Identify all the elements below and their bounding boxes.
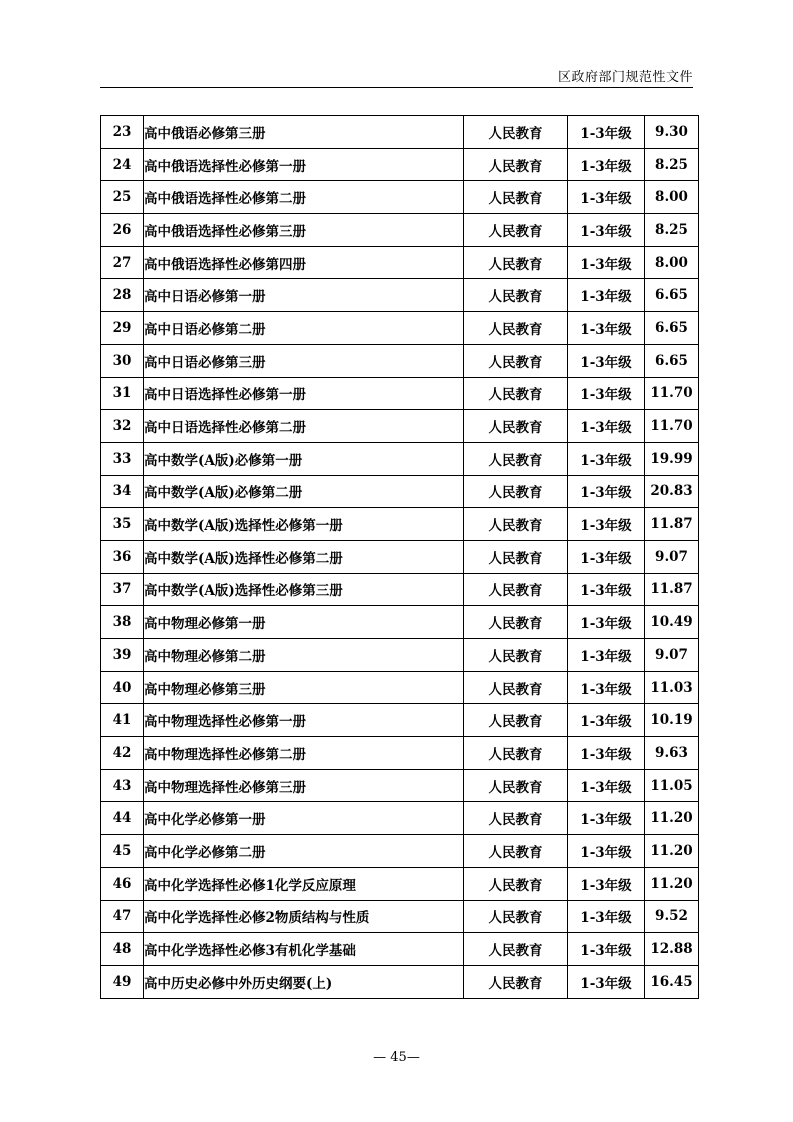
- table-row: [101, 965, 699, 998]
- publisher-cell: 人民教育: [464, 312, 568, 345]
- book-title-cell: 高中数学(A版)必修第二册: [144, 475, 464, 508]
- publisher-cell: 人民教育: [464, 900, 568, 933]
- table-row: [101, 933, 699, 966]
- row-number-cell: 40: [101, 671, 144, 704]
- publisher-cell: 人民教育: [464, 671, 568, 704]
- price-cell: 12.88: [645, 933, 699, 966]
- table-row: [101, 867, 699, 900]
- table-row: [101, 442, 699, 475]
- publisher-cell: 人民教育: [464, 246, 568, 279]
- publisher-cell: 人民教育: [464, 214, 568, 247]
- table-row: [101, 671, 699, 704]
- textbook-price-table: [100, 115, 699, 999]
- grade-range-cell: 1-3年级: [568, 181, 645, 214]
- price-cell: 6.65: [645, 344, 699, 377]
- book-title-cell: 高中物理必修第三册: [144, 671, 464, 704]
- row-number-cell: 31: [101, 377, 144, 410]
- table-row: [101, 214, 699, 247]
- grade-range-cell: 1-3年级: [568, 508, 645, 541]
- price-cell: 8.00: [645, 181, 699, 214]
- grade-range-cell: 1-3年级: [568, 900, 645, 933]
- row-number-cell: 25: [101, 181, 144, 214]
- publisher-cell: 人民教育: [464, 116, 568, 149]
- grade-range-cell: 1-3年级: [568, 148, 645, 181]
- book-title-cell: 高中数学(A版)选择性必修第三册: [144, 573, 464, 606]
- row-number-cell: 23: [101, 116, 144, 149]
- book-title-cell: 高中数学(A版)选择性必修第二册: [144, 540, 464, 573]
- row-number-cell: 39: [101, 639, 144, 672]
- row-number-cell: 32: [101, 410, 144, 443]
- row-number-cell: 46: [101, 867, 144, 900]
- price-cell: 9.07: [645, 540, 699, 573]
- row-number-cell: 28: [101, 279, 144, 312]
- price-cell: 9.52: [645, 900, 699, 933]
- row-number-cell: 47: [101, 900, 144, 933]
- book-title-cell: 高中俄语必修第三册: [144, 116, 464, 149]
- table-row: [101, 606, 699, 639]
- price-cell: 8.25: [645, 214, 699, 247]
- table-body: [101, 116, 699, 999]
- row-number-cell: 38: [101, 606, 144, 639]
- price-cell: 6.65: [645, 312, 699, 345]
- grade-range-cell: 1-3年级: [568, 573, 645, 606]
- table-row: [101, 769, 699, 802]
- book-title-cell: 高中化学选择性必修3有机化学基础: [144, 933, 464, 966]
- publisher-cell: 人民教育: [464, 508, 568, 541]
- book-title-cell: 高中化学必修第一册: [144, 802, 464, 835]
- price-cell: 9.63: [645, 737, 699, 770]
- row-number-cell: 36: [101, 540, 144, 573]
- publisher-cell: 人民教育: [464, 377, 568, 410]
- book-title-cell: 高中日语必修第二册: [144, 312, 464, 345]
- row-number-cell: 30: [101, 344, 144, 377]
- row-number-cell: 27: [101, 246, 144, 279]
- price-cell: 8.00: [645, 246, 699, 279]
- row-number-cell: 42: [101, 737, 144, 770]
- grade-range-cell: 1-3年级: [568, 540, 645, 573]
- book-title-cell: 高中俄语选择性必修第三册: [144, 214, 464, 247]
- table-row: [101, 508, 699, 541]
- table-row: [101, 344, 699, 377]
- publisher-cell: 人民教育: [464, 802, 568, 835]
- book-title-cell: 高中化学选择性必修1化学反应原理: [144, 867, 464, 900]
- publisher-cell: 人民教育: [464, 181, 568, 214]
- grade-range-cell: 1-3年级: [568, 933, 645, 966]
- book-title-cell: 高中物理必修第一册: [144, 606, 464, 639]
- table-row: [101, 639, 699, 672]
- publisher-cell: 人民教育: [464, 639, 568, 672]
- price-cell: 11.20: [645, 867, 699, 900]
- publisher-cell: 人民教育: [464, 410, 568, 443]
- book-title-cell: 高中物理选择性必修第一册: [144, 704, 464, 737]
- price-cell: 11.05: [645, 769, 699, 802]
- row-number-cell: 43: [101, 769, 144, 802]
- table-row: [101, 246, 699, 279]
- grade-range-cell: 1-3年级: [568, 410, 645, 443]
- table-row: [101, 540, 699, 573]
- row-number-cell: 44: [101, 802, 144, 835]
- price-cell: 11.87: [645, 508, 699, 541]
- grade-range-cell: 1-3年级: [568, 116, 645, 149]
- table-row: [101, 410, 699, 443]
- publisher-cell: 人民教育: [464, 704, 568, 737]
- publisher-cell: 人民教育: [464, 737, 568, 770]
- price-cell: 9.30: [645, 116, 699, 149]
- table-row: [101, 475, 699, 508]
- publisher-cell: 人民教育: [464, 279, 568, 312]
- row-number-cell: 33: [101, 442, 144, 475]
- grade-range-cell: 1-3年级: [568, 246, 645, 279]
- table-row: [101, 116, 699, 149]
- publisher-cell: 人民教育: [464, 933, 568, 966]
- publisher-cell: 人民教育: [464, 148, 568, 181]
- book-title-cell: 高中数学(A版)必修第一册: [144, 442, 464, 475]
- table-row: [101, 181, 699, 214]
- row-number-cell: 26: [101, 214, 144, 247]
- grade-range-cell: 1-3年级: [568, 737, 645, 770]
- publisher-cell: 人民教育: [464, 475, 568, 508]
- document-header-title: 区政府部门规范性文件: [557, 70, 693, 85]
- table-row: [101, 835, 699, 868]
- book-title-cell: 高中化学必修第二册: [144, 835, 464, 868]
- grade-range-cell: 1-3年级: [568, 344, 645, 377]
- header-divider: [100, 87, 693, 88]
- book-title-cell: 高中日语必修第一册: [144, 279, 464, 312]
- price-cell: 8.25: [645, 148, 699, 181]
- row-number-cell: 49: [101, 965, 144, 998]
- price-cell: 11.87: [645, 573, 699, 606]
- row-number-cell: 24: [101, 148, 144, 181]
- price-cell: 9.07: [645, 639, 699, 672]
- table-row: [101, 573, 699, 606]
- grade-range-cell: 1-3年级: [568, 606, 645, 639]
- price-cell: 11.70: [645, 410, 699, 443]
- price-cell: 19.99: [645, 442, 699, 475]
- row-number-cell: 35: [101, 508, 144, 541]
- publisher-cell: 人民教育: [464, 573, 568, 606]
- grade-range-cell: 1-3年级: [568, 835, 645, 868]
- book-title-cell: 高中俄语选择性必修第二册: [144, 181, 464, 214]
- row-number-cell: 29: [101, 312, 144, 345]
- book-title-cell: 高中物理选择性必修第三册: [144, 769, 464, 802]
- publisher-cell: 人民教育: [464, 835, 568, 868]
- publisher-cell: 人民教育: [464, 769, 568, 802]
- book-title-cell: 高中物理选择性必修第二册: [144, 737, 464, 770]
- grade-range-cell: 1-3年级: [568, 279, 645, 312]
- grade-range-cell: 1-3年级: [568, 639, 645, 672]
- table-row: [101, 900, 699, 933]
- publisher-cell: 人民教育: [464, 344, 568, 377]
- publisher-cell: 人民教育: [464, 965, 568, 998]
- table-row: [101, 377, 699, 410]
- price-cell: 11.70: [645, 377, 699, 410]
- publisher-cell: 人民教育: [464, 867, 568, 900]
- book-title-cell: 高中历史必修中外历史纲要(上): [144, 965, 464, 998]
- grade-range-cell: 1-3年级: [568, 312, 645, 345]
- row-number-cell: 34: [101, 475, 144, 508]
- book-title-cell: 高中日语必修第三册: [144, 344, 464, 377]
- publisher-cell: 人民教育: [464, 442, 568, 475]
- book-title-cell: 高中数学(A版)选择性必修第一册: [144, 508, 464, 541]
- row-number-cell: 37: [101, 573, 144, 606]
- grade-range-cell: 1-3年级: [568, 965, 645, 998]
- book-title-cell: 高中俄语选择性必修第一册: [144, 148, 464, 181]
- grade-range-cell: 1-3年级: [568, 704, 645, 737]
- publisher-cell: 人民教育: [464, 606, 568, 639]
- page-number: — 45—: [373, 1050, 420, 1065]
- price-cell: 11.03: [645, 671, 699, 704]
- book-title-cell: 高中日语选择性必修第一册: [144, 377, 464, 410]
- table-row: [101, 737, 699, 770]
- row-number-cell: 45: [101, 835, 144, 868]
- book-title-cell: 高中化学选择性必修2物质结构与性质: [144, 900, 464, 933]
- book-title-cell: 高中物理必修第二册: [144, 639, 464, 672]
- row-number-cell: 48: [101, 933, 144, 966]
- book-title-cell: 高中俄语选择性必修第四册: [144, 246, 464, 279]
- price-cell: 11.20: [645, 802, 699, 835]
- price-cell: 10.49: [645, 606, 699, 639]
- price-cell: 16.45: [645, 965, 699, 998]
- book-title-cell: 高中日语选择性必修第二册: [144, 410, 464, 443]
- table-row: [101, 148, 699, 181]
- price-cell: 11.20: [645, 835, 699, 868]
- row-number-cell: 41: [101, 704, 144, 737]
- price-cell: 10.19: [645, 704, 699, 737]
- table-row: [101, 279, 699, 312]
- table-row: [101, 704, 699, 737]
- grade-range-cell: 1-3年级: [568, 802, 645, 835]
- grade-range-cell: 1-3年级: [568, 671, 645, 704]
- grade-range-cell: 1-3年级: [568, 377, 645, 410]
- table-row: [101, 312, 699, 345]
- price-cell: 20.83: [645, 475, 699, 508]
- grade-range-cell: 1-3年级: [568, 867, 645, 900]
- table-row: [101, 802, 699, 835]
- grade-range-cell: 1-3年级: [568, 214, 645, 247]
- publisher-cell: 人民教育: [464, 540, 568, 573]
- grade-range-cell: 1-3年级: [568, 769, 645, 802]
- grade-range-cell: 1-3年级: [568, 442, 645, 475]
- grade-range-cell: 1-3年级: [568, 475, 645, 508]
- price-cell: 6.65: [645, 279, 699, 312]
